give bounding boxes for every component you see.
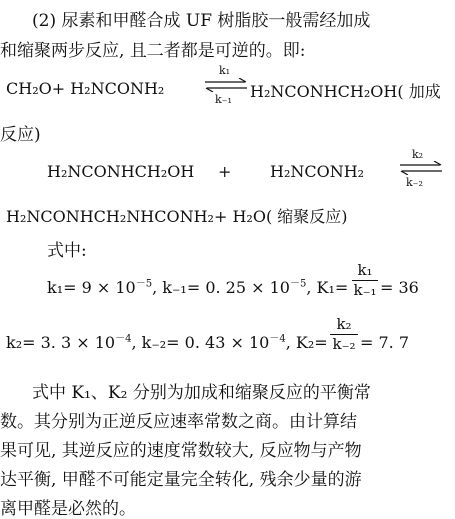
eq2-K2-numerator: k₂ [336, 315, 352, 333]
reaction2-k-forward: k₂ [412, 148, 424, 161]
eq2-k2-exponent: －4 [115, 333, 132, 345]
para1-line2: 和缩聚两步反应, 且二者都是可逆的。即: [0, 41, 306, 61]
equilibrium-arrow-2 [398, 161, 444, 175]
reaction2-plus: + [218, 162, 232, 181]
eq1-rate-constants [47, 278, 348, 297]
eq2-km2: , k₋₂= 0. 43 × 10 [131, 333, 270, 352]
eq2-K2-fraction [330, 316, 358, 353]
reaction1-tail: 反应) [0, 125, 41, 145]
para2-line1: 式中 K₁、K₂ 分别为加成和缩聚反应的平衡常 [32, 383, 371, 403]
eq2-K2-lhs: , K₂= [285, 333, 328, 352]
para1-line1: (2) 尿素和甲醛合成 UF 树脂胶一般需经加成 [32, 11, 371, 31]
eq1-km1-exponent: －5 [289, 278, 307, 290]
eq2-K2-value: = 7. 7 [360, 333, 410, 352]
eq1-K1-fraction [352, 262, 378, 299]
equilibrium-arrow-1 [203, 78, 249, 92]
eq1-km1: , k₋₁= 0. 25 × 10 [152, 278, 290, 297]
eq2-km2-exponent: －4 [269, 333, 286, 345]
reaction1-reactants: CH₂O+ H₂NCONH₂ [6, 79, 165, 98]
eq1-K1-lhs: , K₁= [306, 278, 349, 297]
eq1-k1: k₁= 9 × 10 [47, 278, 136, 297]
eq1-K1-denominator: k₋₁ [353, 281, 377, 299]
eq1-K1-numerator: k₁ [357, 261, 373, 279]
reaction2-products: H₂NCONHCH₂NHCONH₂+ H₂O( 缩聚反应) [6, 207, 348, 226]
para2-line5: 离甲醛是必然的。 [0, 499, 136, 519]
eq2-K2-denominator: k₋₂ [332, 335, 356, 353]
reaction2-reactant-b: H₂NCONH₂ [270, 162, 365, 181]
para2-line3: 果可见, 其逆反应的速度常数较大, 反应物与产物 [0, 441, 362, 461]
reaction1-k-forward: k₁ [219, 64, 231, 77]
eq2-k2: k₂= 3. 3 × 10 [6, 333, 116, 352]
para2-line2: 数。其分别为正逆反应速率常数之商。由计算结 [0, 412, 357, 432]
reaction1-product: H₂NCONHCH₂OH( 加成 [250, 82, 441, 101]
reaction2-reactant-a: H₂NCONHCH₂OH [47, 162, 195, 181]
formula-label: 式中: [47, 241, 87, 261]
para2-line4: 达平衡, 甲醛不可能定量完全转化, 残余少量的游 [0, 470, 362, 490]
eq2-rate-constants [6, 333, 328, 352]
eq1-K1-value: = 36 [380, 278, 419, 297]
reaction2-k-reverse: k₋₂ [406, 176, 423, 189]
eq1-k1-exponent: －5 [135, 278, 153, 290]
reaction1-k-reverse: k₋₁ [215, 93, 232, 106]
